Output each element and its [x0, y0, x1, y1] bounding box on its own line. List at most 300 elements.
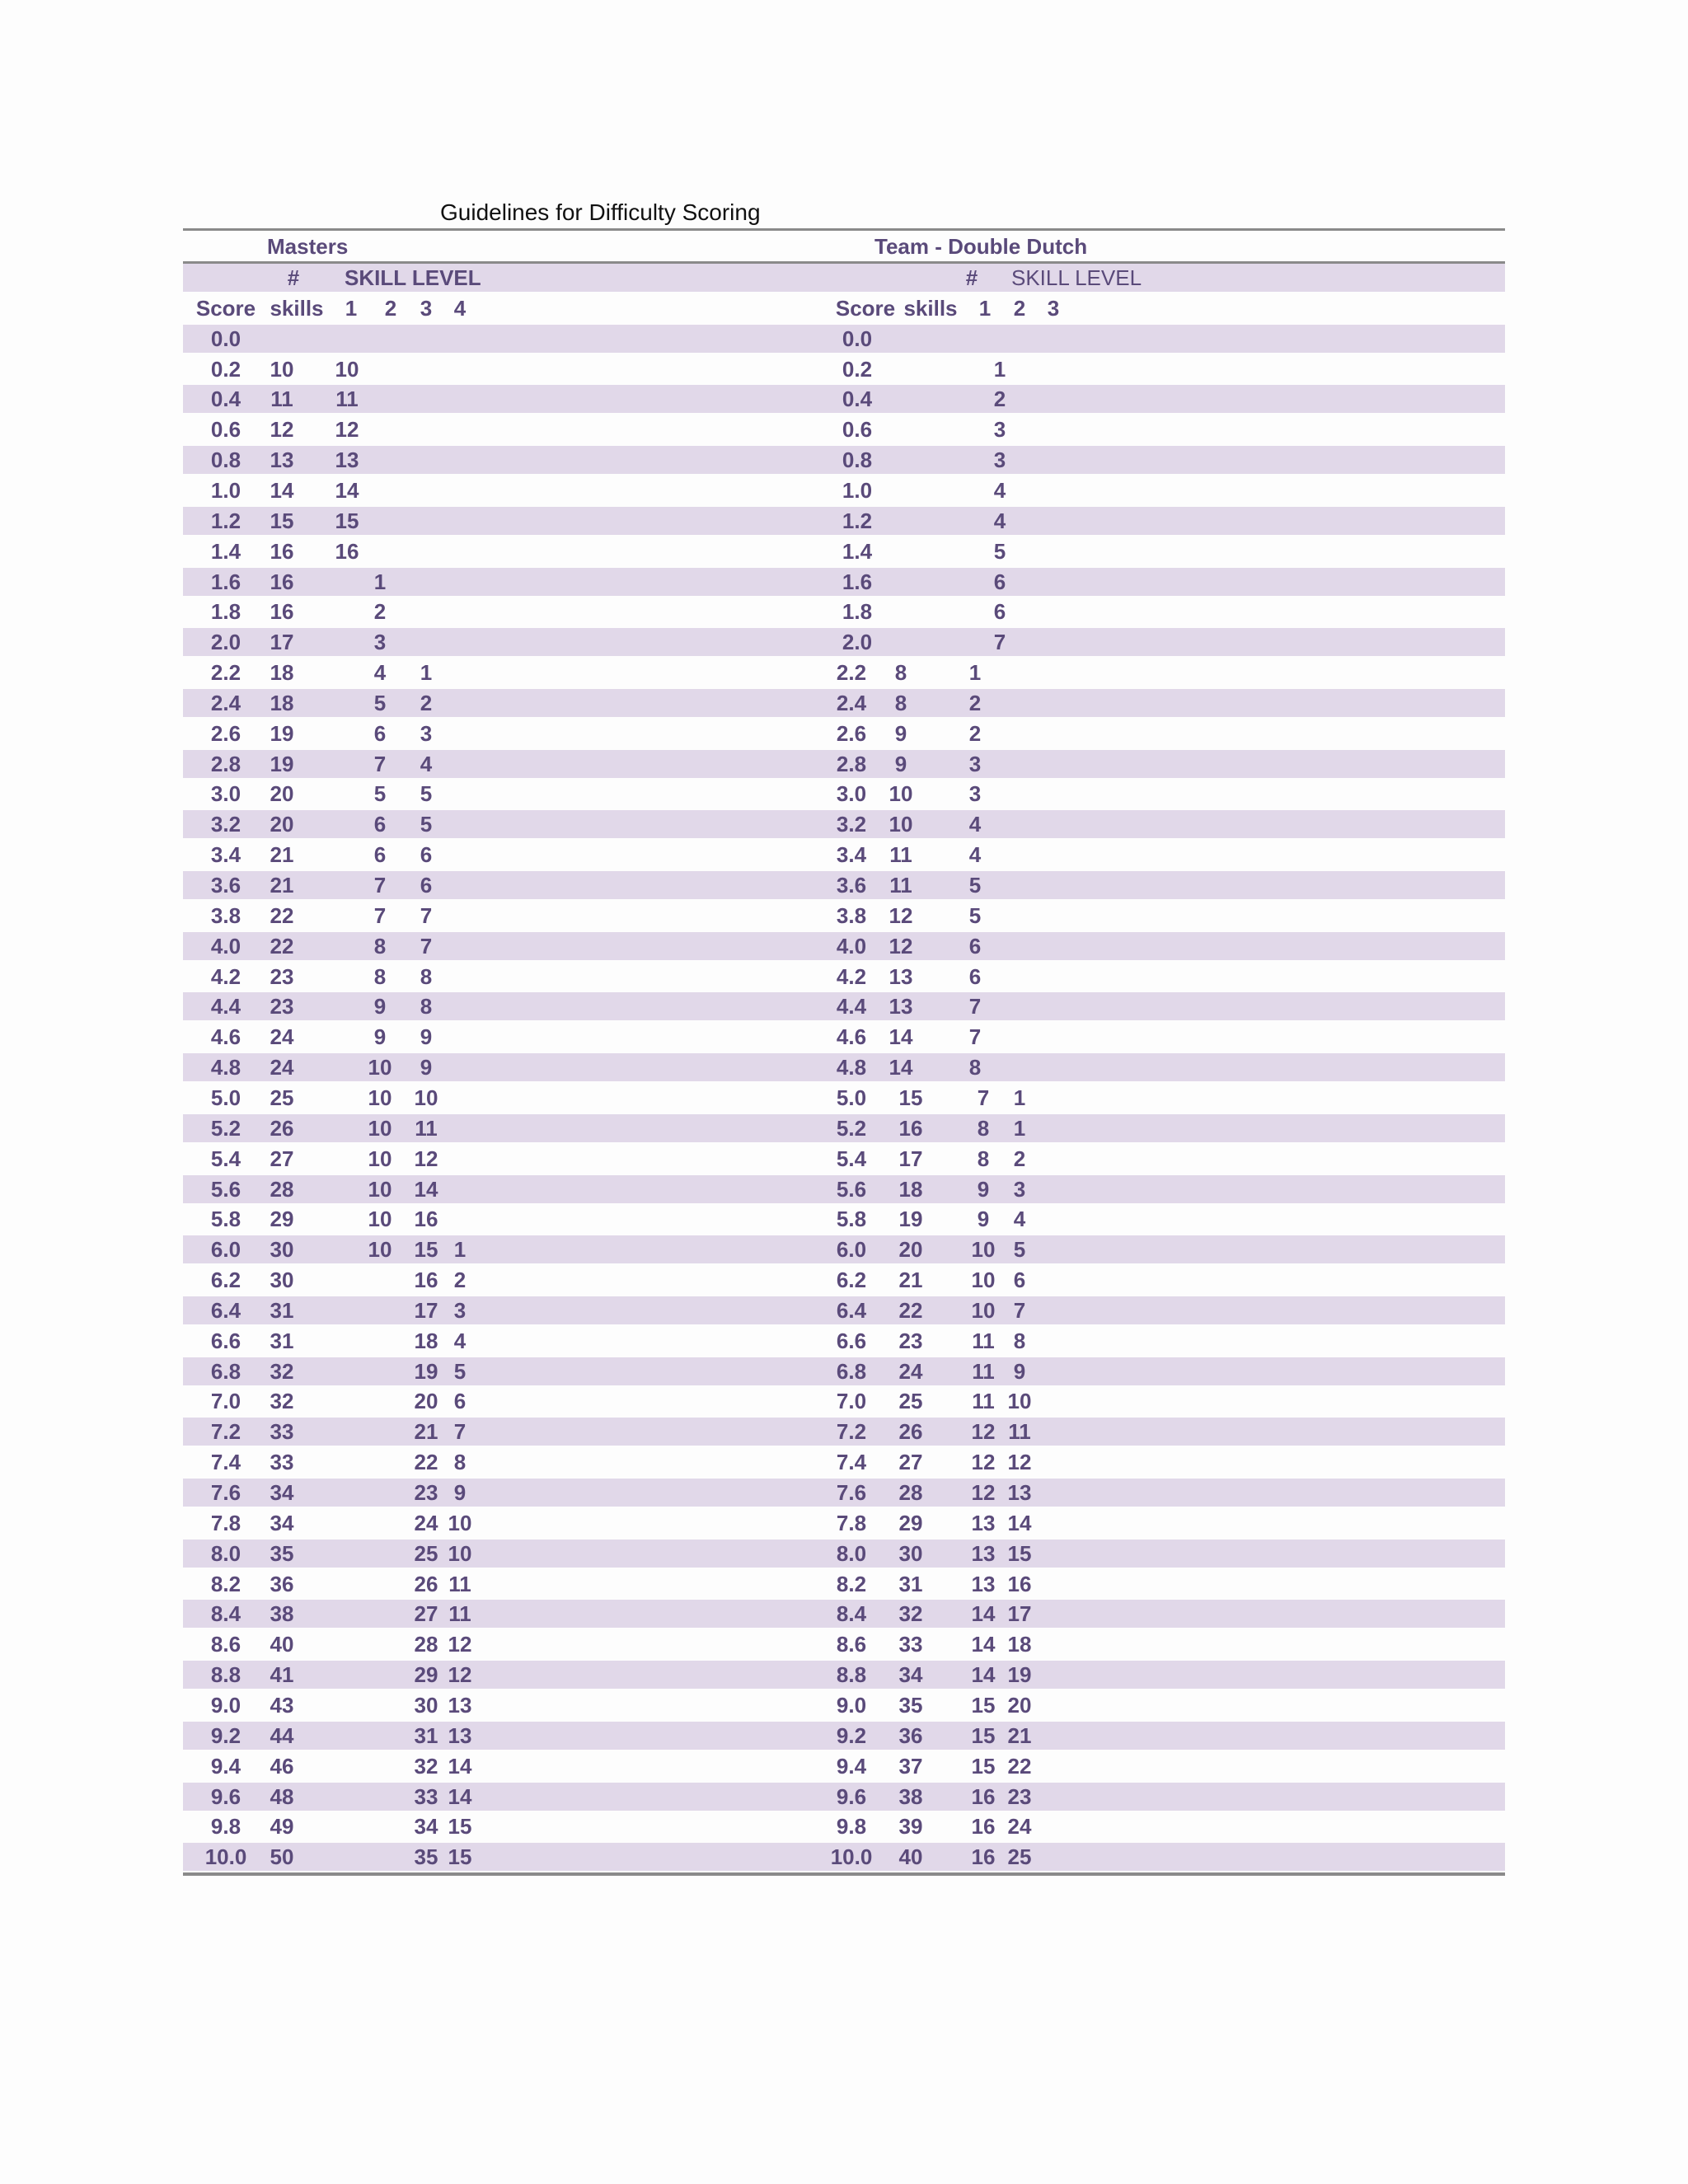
masters-cell: 13 [270, 448, 294, 473]
masters-cell: 17 [414, 1297, 438, 1323]
masters-cell: 41 [270, 1662, 294, 1688]
masters-cell: 14 [448, 1783, 472, 1809]
team-cell: 7.8 [836, 1510, 867, 1535]
masters-cell: 43 [270, 1692, 294, 1718]
masters-cell: 26 [270, 1115, 294, 1141]
team-cell: 20 [898, 1237, 923, 1263]
team-cell: 3.2 [836, 812, 867, 837]
team-cell: 13 [971, 1510, 996, 1535]
team-cell: 16 [971, 1783, 996, 1809]
team-cell: 6 [968, 933, 982, 958]
masters-cell: 1.6 [210, 569, 241, 594]
masters-col-header: 2 [384, 295, 397, 321]
masters-cell: 8.8 [210, 1662, 241, 1688]
team-cell: 10 [889, 812, 913, 837]
team-cell: 11 [889, 873, 912, 898]
team-cell: 1.2 [842, 508, 873, 533]
team-cell: 15 [971, 1722, 996, 1748]
masters-cell: 34 [270, 1480, 294, 1505]
masters-cell: 16 [335, 538, 359, 564]
masters-cell: 20 [414, 1389, 438, 1414]
team-col-header: 2 [1013, 295, 1026, 321]
team-cell: 7 [968, 1024, 982, 1050]
team-cell: 5.8 [836, 1207, 867, 1232]
team-cell: 11 [972, 1389, 995, 1414]
masters-cell: 9.8 [210, 1814, 241, 1840]
masters-cell: 7.6 [210, 1480, 241, 1505]
team-cell: 37 [898, 1753, 923, 1779]
team-cell: 0.2 [842, 356, 873, 382]
team-cell: 0.8 [842, 448, 873, 473]
team-cell: 27 [898, 1450, 923, 1475]
masters-cell: 23 [270, 994, 294, 1019]
team-cell: 7 [977, 1085, 990, 1110]
team-cell: 15 [971, 1692, 996, 1718]
masters-cell: 35 [414, 1844, 438, 1870]
team-cell: 12 [971, 1450, 996, 1475]
masters-cell: 16 [270, 569, 294, 594]
team-cell: 21 [898, 1268, 923, 1293]
team-cell: 3 [968, 781, 982, 807]
team-cell: 39 [898, 1814, 923, 1840]
masters-cell: 3 [453, 1297, 467, 1323]
team-cell: 15 [898, 1085, 923, 1110]
masters-cell: 3 [420, 720, 433, 746]
masters-cell: 8 [453, 1450, 467, 1475]
masters-cell: 6.0 [210, 1237, 241, 1263]
team-cell: 7 [1013, 1297, 1026, 1323]
masters-cell: 48 [270, 1783, 294, 1809]
team-cell: 33 [898, 1632, 923, 1657]
masters-cell: 5.6 [210, 1176, 241, 1202]
team-cell: 7 [968, 994, 982, 1019]
masters-cell: 14 [270, 477, 294, 503]
team-cell: 14 [889, 1055, 913, 1080]
masters-cell: 17 [270, 630, 294, 655]
masters-cell: 3.2 [210, 812, 241, 837]
masters-col-header: 3 [420, 295, 433, 321]
team-cell: 32 [898, 1601, 923, 1627]
masters-cell: 28 [270, 1176, 294, 1202]
team-cell: 13 [1007, 1480, 1032, 1505]
masters-cell: 0.6 [210, 417, 241, 443]
team-cell: 3 [993, 448, 1006, 473]
masters-cell: 0.2 [210, 356, 241, 382]
masters-col-header: skills [270, 295, 324, 321]
masters-cell: 14 [414, 1176, 438, 1202]
masters-cell: 5 [420, 812, 433, 837]
masters-cell: 12 [448, 1632, 472, 1657]
masters-col-header: 4 [453, 295, 467, 321]
team-cell: 5 [1013, 1237, 1026, 1263]
team-cell: 25 [1007, 1844, 1032, 1870]
masters-cell: 19 [270, 720, 294, 746]
team-cell: 40 [898, 1844, 923, 1870]
masters-cell: 8 [373, 933, 387, 958]
team-cell: 3 [968, 751, 982, 776]
masters-cell: 11 [415, 1115, 438, 1141]
masters-cell: 16 [414, 1268, 438, 1293]
masters-cell: 0.4 [210, 387, 241, 412]
masters-cell: 15 [270, 508, 294, 533]
team-cell: 13 [889, 963, 913, 989]
masters-cell: 18 [270, 660, 294, 686]
masters-cell: 7 [420, 933, 433, 958]
masters-cell: 22 [270, 933, 294, 958]
team-cell: 6 [1013, 1268, 1026, 1293]
masters-cell: 3.8 [210, 902, 241, 928]
masters-cell: 30 [414, 1692, 438, 1718]
masters-cell: 4.6 [210, 1024, 241, 1050]
team-cell: 6.2 [836, 1268, 867, 1293]
team-cell: 8 [977, 1115, 990, 1141]
masters-cell: 7.4 [210, 1450, 241, 1475]
masters-cell: 15 [448, 1814, 472, 1840]
masters-cell: 12 [414, 1146, 438, 1171]
team-cell: 2.8 [836, 751, 867, 776]
masters-cell: 15 [335, 508, 359, 533]
team-cell: 38 [898, 1783, 923, 1809]
team-cell: 5.4 [836, 1146, 867, 1171]
masters-cell: 33 [414, 1783, 438, 1809]
masters-cell: 21 [414, 1419, 438, 1445]
masters-cell: 16 [270, 599, 294, 625]
masters-cell: 5 [420, 781, 433, 807]
team-cell: 6 [993, 599, 1006, 625]
team-cell: 14 [971, 1662, 996, 1688]
masters-cell: 6 [373, 720, 387, 746]
masters-cell: 9 [373, 994, 387, 1019]
team-cell: 14 [889, 1024, 913, 1050]
team-cell: 11 [889, 842, 912, 868]
team-cell: 9.0 [836, 1692, 867, 1718]
team-cell: 21 [1007, 1722, 1032, 1748]
masters-cell: 7 [373, 751, 387, 776]
masters-skill-level-header: SKILL LEVEL [345, 265, 481, 290]
team-cell: 3.8 [836, 902, 867, 928]
team-cell: 3 [1013, 1176, 1026, 1202]
masters-cell: 6 [373, 842, 387, 868]
team-cell: 4 [993, 477, 1006, 503]
masters-cell: 34 [414, 1814, 438, 1840]
team-cell: 2.4 [836, 690, 867, 715]
masters-cell: 32 [270, 1389, 294, 1414]
masters-cell: 11 [335, 387, 359, 412]
masters-cell: 6 [420, 873, 433, 898]
masters-cell: 44 [270, 1722, 294, 1748]
team-cell: 2 [1013, 1146, 1026, 1171]
team-cell: 1.6 [842, 569, 873, 594]
team-cell: 13 [971, 1540, 996, 1566]
masters-cell: 14 [335, 477, 359, 503]
team-cell: 3.4 [836, 842, 867, 868]
team-cell: 29 [898, 1510, 923, 1535]
masters-cell: 7 [373, 873, 387, 898]
team-cell: 8 [977, 1146, 990, 1171]
masters-cell: 4 [453, 1328, 467, 1353]
masters-cell: 29 [414, 1662, 438, 1688]
team-cell: 3.6 [836, 873, 867, 898]
team-cell: 2 [993, 387, 1006, 412]
masters-cell: 1.0 [210, 477, 241, 503]
team-cell: 22 [1007, 1753, 1032, 1779]
team-cell: 4.8 [836, 1055, 867, 1080]
masters-count-header: # [287, 265, 300, 290]
masters-cell: 1.8 [210, 599, 241, 625]
team-cell: 8.8 [836, 1662, 867, 1688]
masters-col-header: Score [195, 295, 256, 321]
team-cell: 8 [968, 1055, 982, 1080]
masters-cell: 30 [270, 1237, 294, 1263]
team-count-header: # [965, 265, 978, 290]
team-cell: 23 [898, 1328, 923, 1353]
masters-cell: 34 [270, 1510, 294, 1535]
team-cell: 13 [889, 994, 913, 1019]
team-cell: 31 [898, 1571, 923, 1596]
team-cell: 8.2 [836, 1571, 867, 1596]
team-cell: 7.0 [836, 1389, 867, 1414]
team-cell: 15 [971, 1753, 996, 1779]
team-cell: 9 [894, 720, 907, 746]
team-cell: 9 [977, 1176, 990, 1202]
team-cell: 1 [968, 660, 982, 686]
team-cell: 35 [898, 1692, 923, 1718]
masters-cell: 26 [414, 1571, 438, 1596]
team-col-header: 1 [978, 295, 992, 321]
team-cell: 5.0 [836, 1085, 867, 1110]
masters-cell: 15 [414, 1237, 438, 1263]
team-cell: 12 [889, 902, 913, 928]
masters-cell: 31 [270, 1297, 294, 1323]
masters-cell: 2 [420, 690, 433, 715]
team-cell: 2.2 [836, 660, 867, 686]
masters-cell: 9 [420, 1055, 433, 1080]
team-cell: 19 [898, 1207, 923, 1232]
masters-cell: 3.6 [210, 873, 241, 898]
masters-cell: 1.4 [210, 538, 241, 564]
masters-cell: 49 [270, 1814, 294, 1840]
team-cell: 10 [1007, 1389, 1032, 1414]
team-cell: 7.6 [836, 1480, 867, 1505]
masters-cell: 4.4 [210, 994, 241, 1019]
masters-cell: 2 [373, 599, 387, 625]
masters-cell: 10 [448, 1540, 472, 1566]
masters-cell: 5 [453, 1358, 467, 1384]
team-cell: 7 [993, 630, 1006, 655]
masters-cell: 10 [414, 1085, 438, 1110]
team-cell: 5 [968, 902, 982, 928]
masters-cell: 5.2 [210, 1115, 241, 1141]
masters-cell: 10 [368, 1237, 392, 1263]
masters-cell: 15 [448, 1844, 472, 1870]
masters-col-header: 1 [345, 295, 358, 321]
masters-cell: 3 [373, 630, 387, 655]
team-cell: 18 [1007, 1632, 1032, 1657]
team-cell: 4.4 [836, 994, 867, 1019]
team-cell: 11 [972, 1358, 995, 1384]
table-bottom-rule [183, 1872, 1505, 1876]
team-cell: 6.8 [836, 1358, 867, 1384]
team-cell: 5 [968, 873, 982, 898]
team-cell: 5 [993, 538, 1006, 564]
team-cell: 13 [971, 1571, 996, 1596]
team-cell: 16 [971, 1814, 996, 1840]
masters-cell: 8.2 [210, 1571, 241, 1596]
team-cell: 14 [971, 1632, 996, 1657]
team-cell: 9 [894, 751, 907, 776]
team-cell: 12 [971, 1419, 996, 1445]
team-cell: 26 [898, 1419, 923, 1445]
team-cell: 3 [993, 417, 1006, 443]
masters-cell: 7 [373, 902, 387, 928]
masters-cell: 12 [335, 417, 359, 443]
team-cell: 18 [898, 1176, 923, 1202]
masters-cell: 13 [448, 1722, 472, 1748]
masters-cell: 4 [373, 660, 387, 686]
masters-cell: 7.8 [210, 1510, 241, 1535]
team-cell: 16 [1007, 1571, 1032, 1596]
team-cell: 8.4 [836, 1601, 867, 1627]
masters-cell: 5.8 [210, 1207, 241, 1232]
masters-cell: 12 [270, 417, 294, 443]
team-cell: 8.6 [836, 1632, 867, 1657]
masters-cell: 32 [270, 1358, 294, 1384]
team-col-header: Score [835, 295, 896, 321]
masters-cell: 8 [420, 994, 433, 1019]
team-cell: 10 [971, 1297, 996, 1323]
masters-cell: 24 [270, 1024, 294, 1050]
masters-cell: 11 [448, 1601, 471, 1627]
masters-cell: 16 [270, 538, 294, 564]
team-cell: 28 [898, 1480, 923, 1505]
team-cell: 0.4 [842, 387, 873, 412]
team-cell: 1.8 [842, 599, 873, 625]
team-cell: 16 [971, 1844, 996, 1870]
team-cell: 6 [968, 963, 982, 989]
team-cell: 4.6 [836, 1024, 867, 1050]
masters-cell: 10 [368, 1055, 392, 1080]
document-title: Guidelines for Difficulty Scoring [440, 199, 761, 225]
masters-cell: 9 [420, 1024, 433, 1050]
team-cell: 3.0 [836, 781, 867, 807]
masters-cell: 2.6 [210, 720, 241, 746]
team-cell: 9.6 [836, 1783, 867, 1809]
masters-cell: 1 [453, 1237, 467, 1263]
team-cell: 7.4 [836, 1450, 867, 1475]
masters-cell: 31 [270, 1328, 294, 1353]
team-cell: 24 [1007, 1814, 1032, 1840]
masters-cell: 27 [270, 1146, 294, 1171]
masters-cell: 5 [373, 781, 387, 807]
team-cell: 10 [971, 1237, 996, 1263]
team-cell: 2.0 [842, 630, 873, 655]
masters-cell: 8.4 [210, 1601, 241, 1627]
masters-cell: 27 [414, 1601, 438, 1627]
team-cell: 8.0 [836, 1540, 867, 1566]
masters-cell: 50 [270, 1844, 294, 1870]
team-cell: 1 [1013, 1115, 1026, 1141]
masters-cell: 4.2 [210, 963, 241, 989]
team-cell: 6 [993, 569, 1006, 594]
masters-cell: 20 [270, 812, 294, 837]
masters-cell: 40 [270, 1632, 294, 1657]
team-cell: 12 [1007, 1450, 1032, 1475]
team-cell: 8 [1013, 1328, 1026, 1353]
masters-cell: 9.0 [210, 1692, 241, 1718]
masters-cell: 38 [270, 1601, 294, 1627]
masters-cell: 10 [368, 1176, 392, 1202]
masters-cell: 4.8 [210, 1055, 241, 1080]
team-cell: 24 [898, 1358, 923, 1384]
masters-cell: 33 [270, 1450, 294, 1475]
team-cell: 4 [968, 842, 982, 868]
team-cell: 14 [1007, 1510, 1032, 1535]
masters-cell: 30 [270, 1268, 294, 1293]
masters-cell: 9 [453, 1480, 467, 1505]
masters-cell: 11 [448, 1571, 471, 1596]
masters-cell: 23 [270, 963, 294, 989]
team-cell: 1 [1013, 1085, 1026, 1110]
masters-cell: 14 [448, 1753, 472, 1779]
masters-cell: 13 [335, 448, 359, 473]
masters-cell: 22 [414, 1450, 438, 1475]
masters-cell: 19 [414, 1358, 438, 1384]
masters-cell: 11 [270, 387, 293, 412]
team-cell: 11 [972, 1328, 995, 1353]
masters-cell: 1.2 [210, 508, 241, 533]
team-cell: 4 [968, 812, 982, 837]
team-cell: 6.4 [836, 1297, 867, 1323]
masters-cell: 7.2 [210, 1419, 241, 1445]
masters-cell: 28 [414, 1632, 438, 1657]
team-cell: 15 [1007, 1540, 1032, 1566]
team-cell: 1 [993, 356, 1006, 382]
team-cell: 2.6 [836, 720, 867, 746]
masters-cell: 2.4 [210, 690, 241, 715]
team-cell: 36 [898, 1722, 923, 1748]
masters-cell: 3.0 [210, 781, 241, 807]
masters-cell: 9 [373, 1024, 387, 1050]
masters-cell: 6.4 [210, 1297, 241, 1323]
team-cell: 6.0 [836, 1237, 867, 1263]
team-cell: 1.4 [842, 538, 873, 564]
masters-cell: 24 [270, 1055, 294, 1080]
team-cell: 20 [1007, 1692, 1032, 1718]
team-cell: 0.6 [842, 417, 873, 443]
team-cell: 22 [898, 1297, 923, 1323]
masters-cell: 7 [420, 902, 433, 928]
masters-cell: 21 [270, 873, 294, 898]
masters-cell: 1 [373, 569, 387, 594]
team-cell: 2 [968, 690, 982, 715]
masters-cell: 0.8 [210, 448, 241, 473]
team-cell: 9 [977, 1207, 990, 1232]
masters-cell: 10 [448, 1510, 472, 1535]
team-col-header: skills [903, 295, 958, 321]
team-cell: 4.2 [836, 963, 867, 989]
team-cell: 34 [898, 1662, 923, 1688]
team-cell: 6.6 [836, 1328, 867, 1353]
masters-cell: 8 [373, 963, 387, 989]
team-cell: 8 [894, 690, 907, 715]
masters-cell: 32 [414, 1753, 438, 1779]
team-cell: 12 [889, 933, 913, 958]
masters-cell: 31 [414, 1722, 438, 1748]
masters-cell: 9.2 [210, 1722, 241, 1748]
masters-cell: 6 [420, 842, 433, 868]
masters-cell: 19 [270, 751, 294, 776]
masters-cell: 25 [414, 1540, 438, 1566]
